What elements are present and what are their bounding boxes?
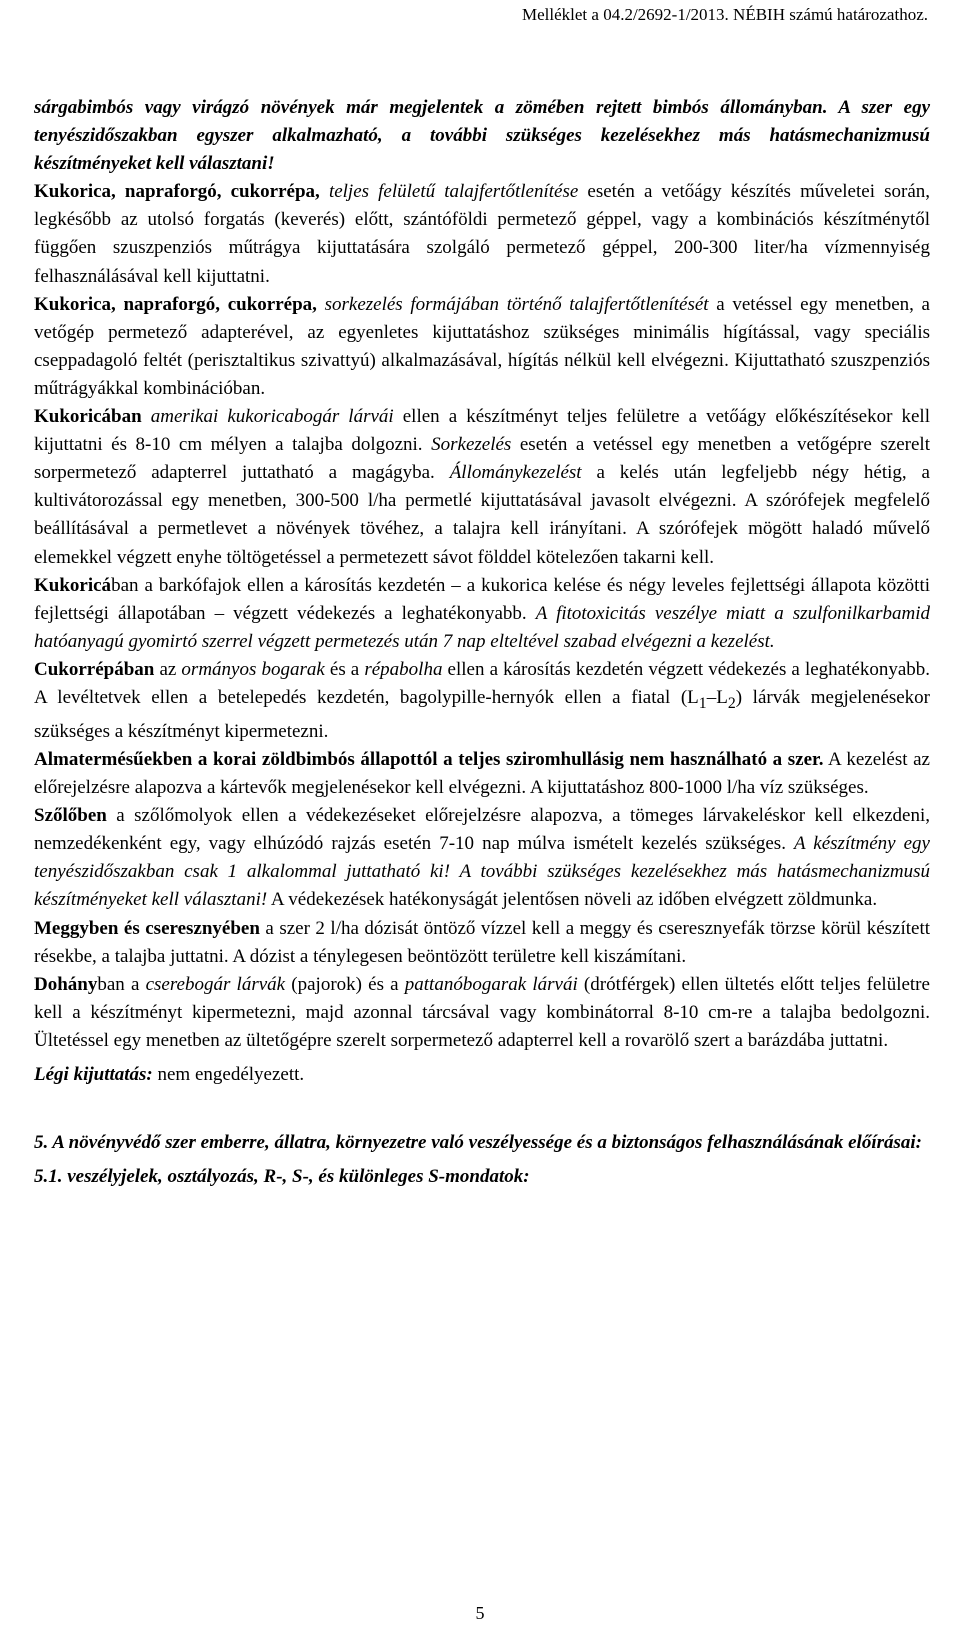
paragraph-grape xyxy=(34,802,930,914)
paragraph-corn-rootworm xyxy=(34,403,930,572)
paragraph-text: a szer 2 l/ha dózisát öntöző vízzel kell a meggy és cseresznyefák törzse körül készített résekbe, a talajba juttatni. A dózist a ténylegesen beöntözött területre kell kiszámítani. xyxy=(34,917,931,967)
paragraph-pome-fruit xyxy=(34,746,930,802)
section-5-heading: 5. A növényvédő szer emberre, állatra, környezetre való veszélyessége és a biztonságos felhasználásának előírásai: xyxy=(34,1132,923,1154)
treatment-type: teljes felületű talajfertőtlenítése xyxy=(328,181,579,203)
treatment-type: Sorkezelés xyxy=(431,434,512,456)
paragraph-row-treatment xyxy=(34,291,930,403)
paragraph-full-area-treatment xyxy=(34,178,930,290)
pest-name: amerikai kukoricabogár lárvái xyxy=(150,406,394,428)
paragraph-text: A kezelést az előrejelzésre alapozva a kártevők megjelenésekor kell elvégezni. A kijuttatáshoz 800-1000 l/ha víz szükséges. xyxy=(34,748,930,799)
phytotoxicity-note: A fitotoxicitás veszélye miatt a szulfonilkarbamid hatóanyagú gyomirtó szerrel végzett permetezés után 7 nap elteltével szabad elvégezni a kezelést. xyxy=(34,602,931,652)
paragraph-text: és a xyxy=(324,658,365,680)
crop-label: Kukoricában xyxy=(34,406,142,428)
paragraph-text: ban a barkófajok ellen a károsítás kezdetén – a kukorica kelése és négy leveles fejlettségi állapota közötti fejlettségi állapotában – végzett védekezés a leghatékonyabb. xyxy=(34,574,930,624)
pest-name: pattanóbogarak lárvái xyxy=(404,973,578,995)
crop-label: Meggyben és cseresznyében xyxy=(34,917,260,939)
pest-name: cserebogár lárvák xyxy=(145,973,286,995)
paragraph-warning xyxy=(34,94,930,178)
paragraph-text: a szőlőmolyok ellen a védekezéseket előrejelzésre alapozva, a tömeges lárvakeléskor kell elkezdeni, nemzedékenként egy, vagy elhúzódó rajzás esetén 7-10 nap múlva ismételt kezelés szükséges. xyxy=(34,805,930,855)
paragraph-text: nem engedélyezett. xyxy=(152,1063,305,1085)
paragraph-text: az xyxy=(154,658,182,680)
paragraph-text: esetén a vetéssel egy menetben a vetőgépre szerelt sorpermetező adapterrel juttatható a magágyba. xyxy=(34,434,930,484)
crop-label: Kukorica, napraforgó, cukorrépa, xyxy=(34,181,320,203)
crop-label: Dohány xyxy=(34,973,98,995)
crop-label: Kukorica, napraforgó, cukorrépa, xyxy=(34,293,317,315)
aerial-label: Légi kijuttatás: xyxy=(34,1063,153,1085)
paragraph-text: esetén a vetőágy készítés műveletei során, legkésőbb az utolsó forgatás (keverés) előtt, szántóföldi permetező géppel, vagy a kombinációs készítménytől függően szuszpenziós műtrágya kijuttatására szolgáló permetező géppel, 200-300 liter/ha vízmennyiség felhasználásával kell kijuttatni. xyxy=(34,181,931,287)
treatment-type: sorkezelés formájában történő talajfertőtlenítését xyxy=(324,293,709,315)
application-note: A készítmény egy tenyészidőszakban csak 1 alkalommal juttatható ki! A további szükséges kezelésekhez más hatásmechanizmusú készítményeket kell választani! xyxy=(34,833,930,911)
paragraph-text: –L xyxy=(706,686,728,708)
paragraph-aerial-application xyxy=(34,1061,930,1089)
paragraph-text: (pajorok) és a xyxy=(285,973,405,995)
paragraph-text: ) lárvák megjelenésekor szükséges a készítményt kipermetezni. xyxy=(34,686,930,742)
page-number: 5 xyxy=(475,1603,485,1623)
paragraph-sugar-beet xyxy=(34,656,930,746)
paragraph-tobacco xyxy=(34,971,930,1055)
paragraph-cherry xyxy=(34,915,930,971)
crop-label: Szőlőben xyxy=(34,805,107,827)
paragraph-corn-weevil xyxy=(34,572,930,656)
paragraph-text: ellen a készítményt teljes felületre a vetőágy előkészítésekor kell kijuttatni és 8-10 cm mélyen a talajba dolgozni. xyxy=(34,406,930,456)
paragraph-text: A védekezések hatékonyságát jelentősen növeli az időben elvégzett zöldmunka. xyxy=(267,889,878,911)
paragraph-text: ban a xyxy=(97,973,146,995)
document-header: Melléklet a 04.2/2692-1/2013. NÉBIH számú határozathoz. xyxy=(522,5,928,24)
pest-name: répabolha xyxy=(364,658,443,680)
larva-stage-sub: 2 xyxy=(727,694,736,712)
treatment-type: Állománykezelést xyxy=(449,462,582,484)
document-body xyxy=(34,94,930,1191)
paragraph-text: a kelés után legfeljebb négy hétig, a kultivátorozással egy menetben, 300-500 l/ha permetlé kijuttatásával javasolt elvégezni. A szórófejek megfelelő beállításával a permetlevet a növények tövéhez, a talajra kell irányítani. A szórófejek mögött haladó művelő elemekkel végzett enyhe töltögetéssel a permetezett sávot földdel kötelezően takarni kell. xyxy=(34,462,930,568)
warning-text: sárgabimbós vagy virágzó növények már megjelentek a zömében rejtett bimbós állományban. A szer egy tenyészidőszakban egyszer alkalmazható, a további szükséges kezelésekhez más hatásmechanizmusú készítményeket kell választani! xyxy=(34,97,930,175)
larva-stage-sub: 1 xyxy=(698,694,707,712)
crop-label: Cukorrépában xyxy=(34,658,155,680)
pest-name: ormányos bogarak xyxy=(181,658,325,680)
paragraph-text: (drótférgek) ellen ültetés előtt teljes felületre kell a készítményt kipermetezni, majd azonnal tárcsával vagy kombinátorral 8-10 cm-re a talajba bedolgozni. Ültetéssel egy menetben az ültetőgépre szerelt sorpermetező adapterrel kell a rovarölő szert a barázdába juttatni. xyxy=(34,973,930,1051)
crop-label: Almatermésűekben a korai zöldbimbós állapottól a teljes sziromhullásig nem használható a szer. xyxy=(34,748,824,770)
section-5-1-heading: 5.1. veszélyjelek, osztályozás, R-, S-, és különleges S-mondatok: xyxy=(34,1166,530,1188)
crop-label: Kukoricá xyxy=(34,574,112,596)
paragraph-text: ellen a károsítás kezdetén végzett védekezés a leghatékonyabb. A levéltetvek ellen a betelepedés kezdetén, bagolypille-hernyók ellen a fiatal (L xyxy=(34,658,930,708)
paragraph-text: a vetéssel egy menetben, a vetőgép permetező adapterével, az egyenletes kijuttatáshoz szükséges minimális hígítással, vagy speciális cseppadagoló feltét (perisztaltikus szivattyú) alkalmazásával, hígítás nélkül kell elvégezni. Kijuttatható szuszpenziós műtrágyákkal kombinációban. xyxy=(34,293,930,399)
